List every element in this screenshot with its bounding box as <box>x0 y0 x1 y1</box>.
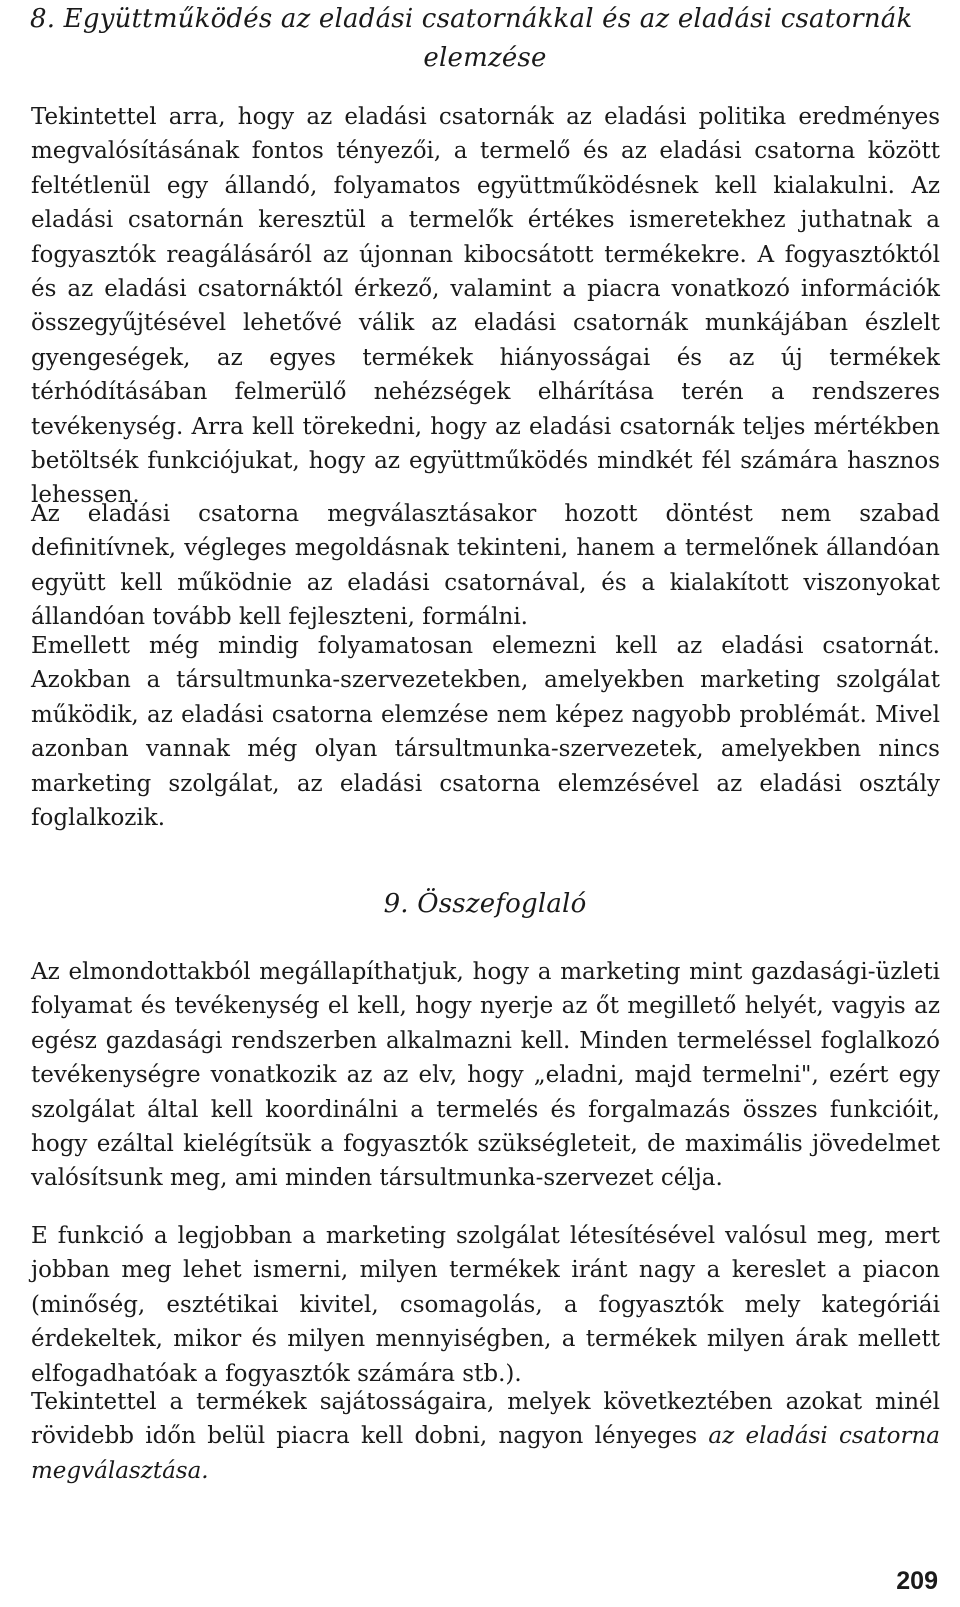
section-9-paragraph-1: Az elmondottakból megállapíthatjuk, hogy a marketing mint gazdasági-üzleti folyamat és tevékenység el kell, hogy nyerje az őt megillető helyét, vagyis az egész gazdasági rendszerben alkalmazni kell. Minden termeléssel foglalkozó tevékenységre vonatkozik az az elv, hogy „eladni, majd termelni", ezért egy szolgálat által kell koordinálni a termelés és forgalmazás összes funkcióit, hogy ezáltal kielégítsük a fogyasztók szükségleteit, de maximális jövedelmet valósítsunk meg, ami minden társultmunka-szervezet célja. <box>31 959 940 1192</box>
section-9-paragraph-3-emphasis: az eladási csatorna megválasztása. <box>31 1423 940 1484</box>
section-8-paragraph-2: Az eladási csatorna megválasztásakor hozott döntést nem szabad definitívnek, végleges megoldásnak tekinteni, hanem a termelőnek állandóan együtt kell működnie az eladási csatornával, és a kialakított viszonyokat állandóan tovább kell fejleszteni, formálni. <box>31 501 940 631</box>
section-9-paragraph-3-text: Tekintettel a termékek sajátosságaira, melyek következtében azokat minél rövidebb időn belül piacra kell dobni, nagyon lényeges <box>31 1389 940 1450</box>
section-9-paragraph-2: E funkció a legjobban a marketing szolgálat létesítésével valósul meg, mert jobban meg lehet ismerni, milyen termékek iránt nagy a kereslet a piacon (minőség, esztétikai kivitel, csomagolás, a fogyasztók mely kategóriái érdekeltek, mikor és milyen mennyiségben, a termékek milyen árak mellett elfogadhatóak a fogyasztók számára stb.). <box>31 1223 940 1387</box>
section-8-paragraph-1: Tekintettel arra, hogy az eladási csatornák az eladási politika eredményes megvalósításának fontos tényezői, a termelő és az eladási csatorna között feltétlenül egy állandó, folyamatos együttműködésnek kell kialakulni. Az eladási csatornán keresztül a termelők értékes ismeretekhez juthatnak a fogyasztók reagálásáról az újonnan kibocsátott termékekre. A fogyasztóktól és az eladási csatornáktól érkező, valamint a piacra vonatkozó információk összegyűjtésével lehetővé válik az eladási csatornák munkájában észlelt gyengeségek, az egyes termékek hiányosságai és az új termékek térhódításában felmerülő nehézségek elhárítása terén a rendszeres tevékenység. Arra kell törekedni, hogy az eladási csatornák teljes mértékben betöltsék funkciójukat, hogy az együttműködés mindkét fél számára hasznos lehessen. <box>31 104 940 509</box>
section-8-heading <box>30 0 940 78</box>
section-8-heading-line1: 8. Együttműködés az eladási csatornákkal és az eladási csatornák <box>30 4 913 34</box>
section-9-heading: 9. Összefoglaló <box>383 889 587 919</box>
page-number: 209 <box>896 1567 938 1595</box>
section-9-paragraph-3 <box>31 1385 940 1488</box>
section-8-heading-line2: elemzése <box>423 43 547 73</box>
section-8-paragraph-3: Emellett még mindig folyamatosan elemezni kell az eladási csatornát. Azokban a társultmunka-szervezetekben, amelyekben marketing szolgálat működik, az eladási csatorna elemzése nem képez nagyobb problémát. Mivel azonban vannak még olyan társultmunka-szervezetek, amelyekben nincs marketing szolgálat, az eladási csatorna elemzésével az eladási osztály foglalkozik. <box>31 633 940 832</box>
